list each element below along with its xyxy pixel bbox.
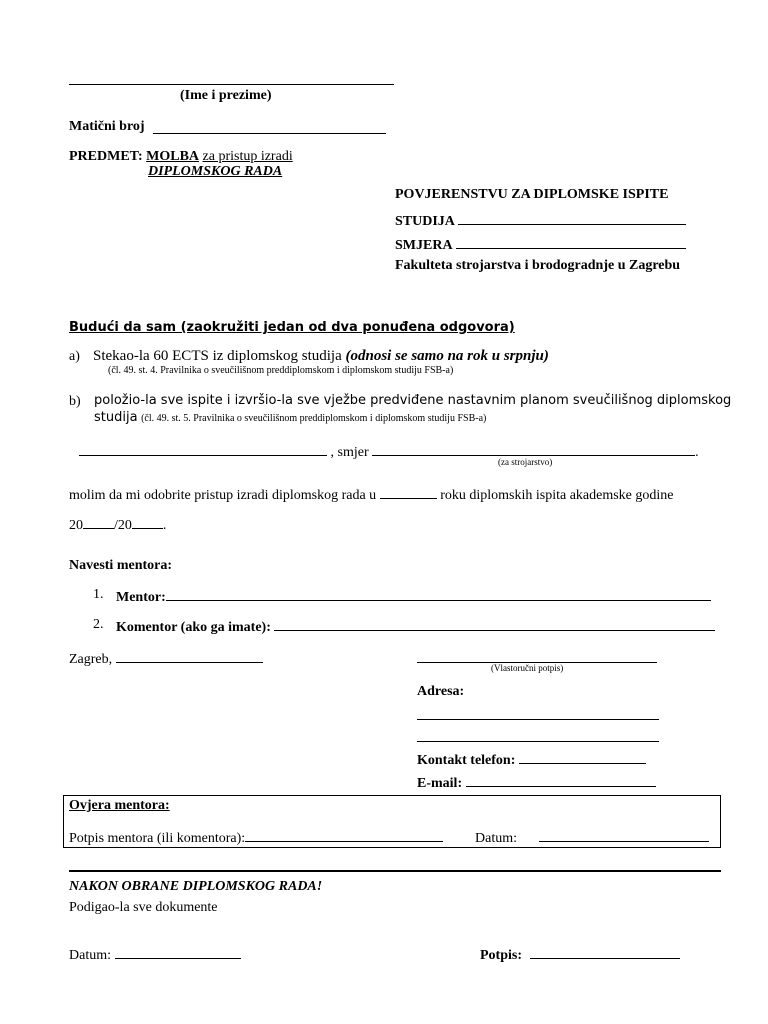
subject-line: [69, 150, 293, 164]
academic-year-row: [69, 516, 166, 533]
after-signature-label: Potpis:: [480, 948, 522, 963]
mentors-heading: Navesti mentora:: [69, 558, 173, 573]
mentor-signature-field[interactable]: [245, 829, 443, 842]
request-row: [69, 486, 673, 503]
option-a-ref: (čl. 49. st. 4. Pravilnika o sveučilišnom preddiplomskom i diplomskom studiju FSB-a): [108, 365, 454, 376]
year-start-field[interactable]: [83, 516, 114, 529]
study-end: .: [695, 445, 699, 460]
subject-molba: MOLBA: [146, 149, 200, 164]
phone-row: [417, 751, 646, 768]
option-b-marker: b): [69, 394, 81, 409]
address-field-2[interactable]: [417, 729, 659, 746]
options-heading: Budući da sam (zaokružiti jedan od dva ponuđena odgovora): [69, 320, 515, 335]
smjera-label: SMJERA: [395, 238, 453, 253]
address-label: Adresa:: [417, 684, 465, 699]
study-field[interactable]: [79, 443, 327, 456]
comentor-row: [116, 618, 715, 635]
addressee-committee: POVJERENSTVU ZA DIPLOMSKE ISPITE: [395, 187, 669, 202]
smjer-label: , smjer: [330, 445, 369, 460]
studija-label: STUDIJA: [395, 214, 455, 229]
zagreb-row: [69, 650, 263, 667]
phone-field[interactable]: [519, 751, 646, 764]
option-b-text1[interactable]: položio-la sve ispite i izvršio-la sve vježbe predviđene nastavnim planom sveučilišnog diplomskog: [94, 393, 732, 408]
comentor-num: 2.: [93, 617, 104, 632]
address-field-1[interactable]: [417, 707, 659, 724]
studija-row: [395, 212, 686, 229]
verification-date-row: [475, 829, 709, 846]
maticni-label: Matični broj: [69, 119, 145, 134]
after-text: Podigao-la sve dokumente: [69, 900, 218, 915]
option-a-note: (odnosi se samo na rok u srpnju): [345, 348, 549, 364]
name-caption: (Ime i prezime): [180, 88, 272, 103]
after-date-label: Datum:: [69, 948, 111, 963]
comentor-field[interactable]: [274, 618, 715, 631]
email-row: [417, 774, 656, 791]
mentor-num: 1.: [93, 587, 104, 602]
mentor-label: Mentor:: [116, 590, 166, 605]
option-a-text: Stekao-la 60 ECTS iz diplomskog studija: [93, 348, 342, 364]
after-date-row: [69, 946, 241, 963]
subject-label: PREDMET:: [69, 149, 143, 164]
zagreb-label: Zagreb,: [69, 652, 113, 667]
year-mid: /20: [114, 518, 132, 533]
year-end-field[interactable]: [132, 516, 163, 529]
maticni-field[interactable]: [153, 121, 386, 138]
study-caption: (za strojarstvo): [498, 457, 553, 467]
smjer-field[interactable]: [372, 443, 695, 456]
after-date-field[interactable]: [115, 946, 241, 959]
year-end: .: [162, 518, 167, 533]
smjera-row: [395, 236, 686, 253]
mentor-row: [116, 588, 711, 605]
mentor-field[interactable]: [166, 588, 711, 601]
subject-rest: za pristup izradi: [202, 149, 293, 164]
studija-field[interactable]: [458, 212, 686, 225]
smjera-field[interactable]: [456, 236, 686, 249]
email-field[interactable]: [466, 774, 656, 787]
section-divider: [69, 870, 721, 872]
after-signature-field[interactable]: [530, 946, 680, 959]
option-a-marker: a): [69, 349, 80, 364]
after-signature-row: [480, 946, 680, 963]
addressee-faculty: Fakulteta strojarstva i brodogradnje u Zagrebu: [395, 258, 681, 273]
name-field[interactable]: [69, 72, 394, 89]
date-field[interactable]: [116, 650, 263, 663]
verification-heading: Ovjera mentora:: [69, 798, 170, 813]
request-text1: molim da mi odobrite pristup izradi diplomskog rada u: [69, 488, 377, 503]
after-heading: NAKON OBRANE DIPLOMSKOG RADA!: [69, 879, 323, 894]
option-b-text2: studija: [94, 410, 138, 425]
mentor-signature-label: Potpis mentora (ili komentora):: [69, 831, 246, 846]
study-row: [79, 443, 699, 460]
option-a[interactable]: [93, 349, 549, 364]
email-label: E-mail:: [417, 776, 463, 791]
option-b-ref: (čl. 49. st. 5. Pravilnika o sveučilišnom preddiplomskom i diplomskom studiju FSB-a): [141, 413, 487, 424]
mentor-signature-row: [69, 829, 443, 846]
signature-caption: (Vlastoručni potpis): [491, 663, 564, 673]
subject-line2: DIPLOMSKOG RADA: [148, 164, 283, 179]
option-b-line2: [94, 411, 486, 425]
phone-label: Kontakt telefon:: [417, 753, 516, 768]
verification-date-field[interactable]: [539, 829, 709, 842]
verification-date-label: Datum:: [475, 831, 517, 846]
comentor-label: Komentor (ako ga imate):: [116, 620, 271, 635]
year-prefix: 20: [69, 518, 83, 533]
exam-period-field[interactable]: [380, 486, 437, 499]
request-text2: roku diplomskih ispita akademske godine: [440, 488, 674, 503]
